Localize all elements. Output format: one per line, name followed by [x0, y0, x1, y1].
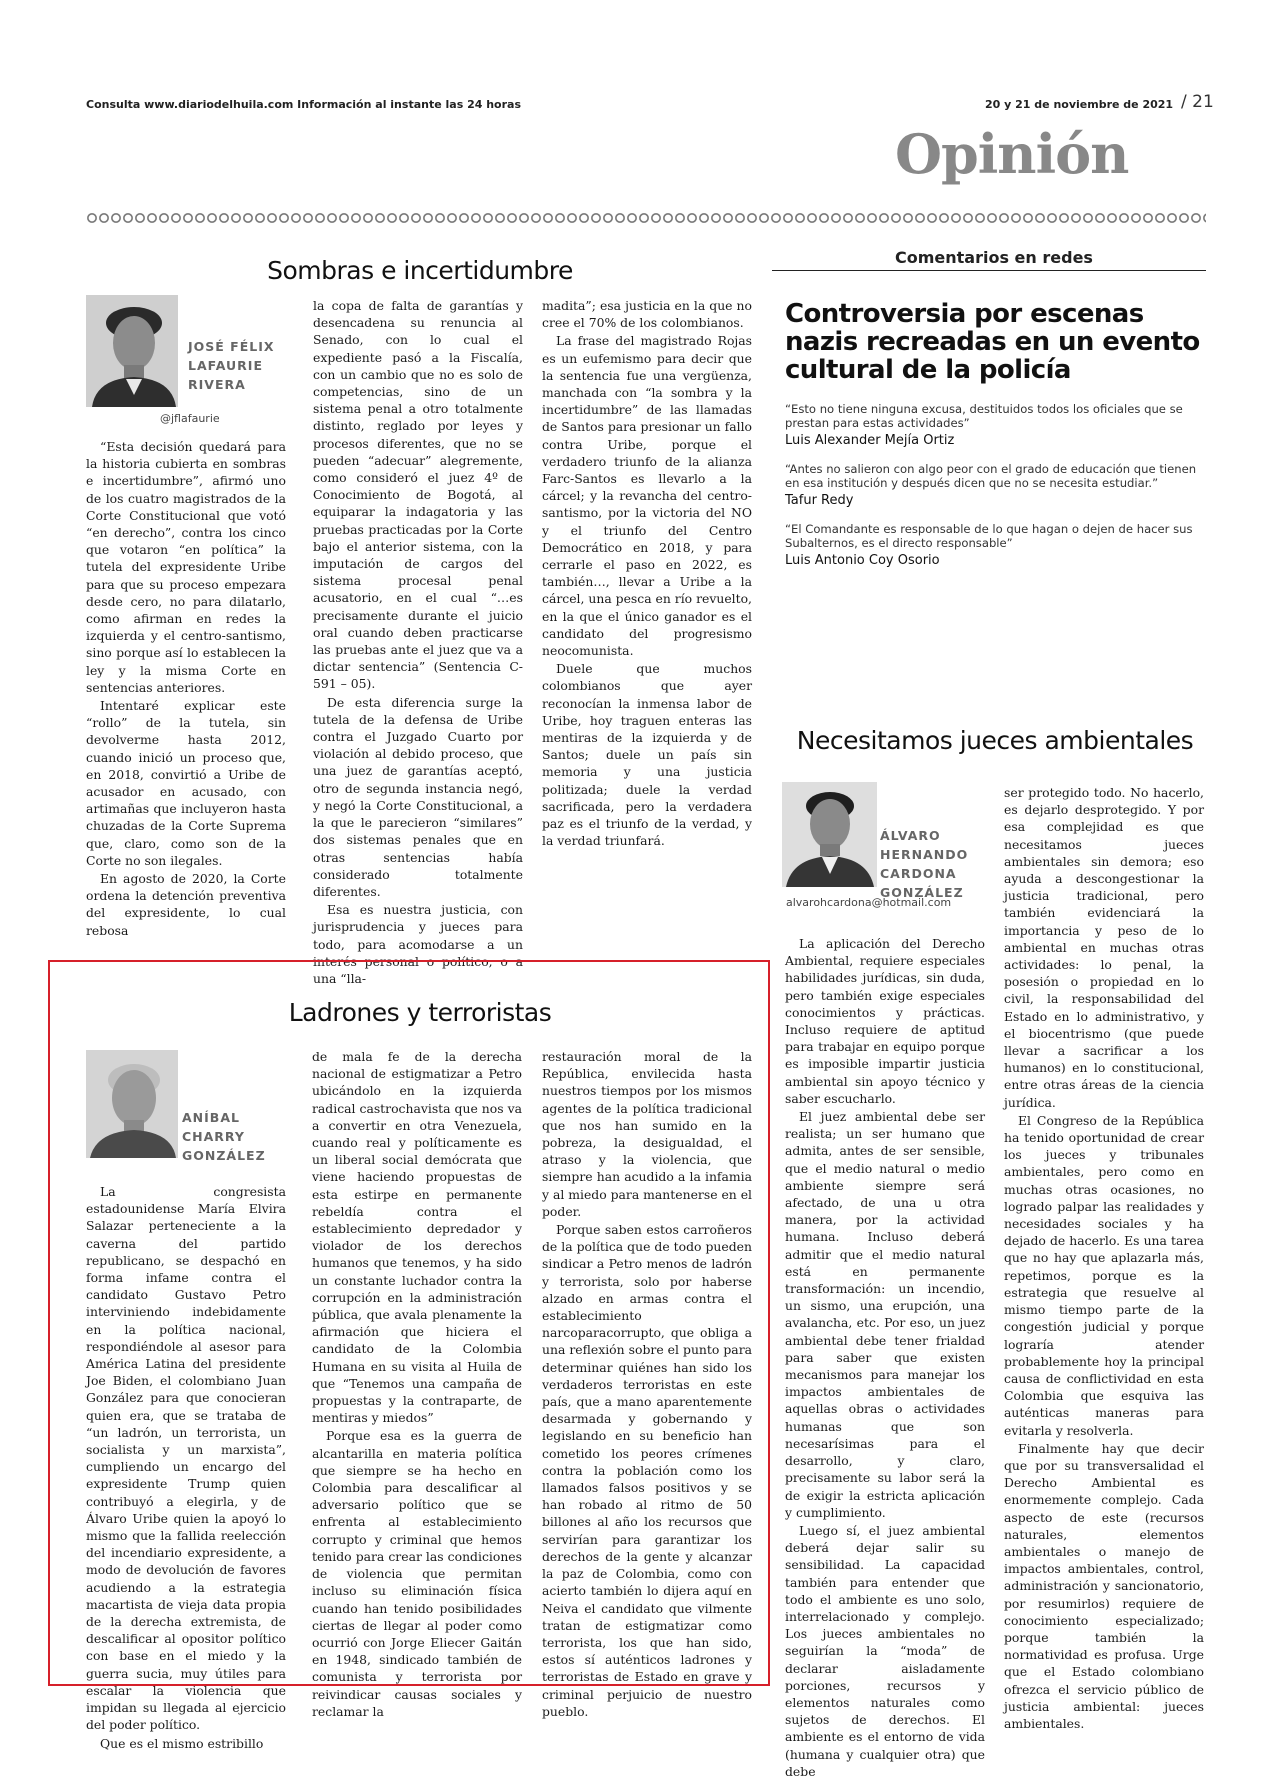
comment-author: Tafur Redy [785, 493, 854, 508]
article2-author: ÁLVARO HERNANDO CARDONA GONZÁLEZ [880, 828, 969, 900]
comment-quote: “El Comandante es responsable de lo que hagan o dejen de hacer sus Subalternos, es el directo responsable” [785, 522, 1193, 550]
paragraph: Porque esa es la guerra de alcantarilla en materia política que siempre se ha hecho en Colombia para descalificar al adversario político que se enfrenta al establecimiento corrupto y criminal que hemos tenido para crear las condiciones de violencia que permitan incluso su eliminación física cuando han tenido posibilidades ciertas de llegar al poder como ocurrió con Jorge Eliecer Gaitán en 1948, sindicado también de comunista y terrorista por reivindicar causas sociales y reclamar la [312, 1428, 522, 1719]
article1-column-3 [542, 297, 752, 851]
article2-handle: alvarohcardona@hotmail.com [786, 896, 952, 909]
paragraph: Luego sí, el juez ambiental deberá dejar salir su sensibilidad. La capacidad también para entender que todo el ambiente es uno solo, interrelacionado y complejo. Los jueces ambientales no seguirían la “moda” de declarar aisladamente porciones, recursos y elementos naturales como sujetos de derechos. El ambiente es el entorno de vida (humana y cualquier otra) que debe [785, 1522, 985, 1779]
paragraph: La aplicación del Derecho Ambiental, requiere especiales habilidades jurídicas, sin duda, pero también exige especiales conocimientos y prácticas. Incluso requiere de aptitud para trabajar en equipo porque es imposible impartir justicia ambiental sin apoyo técnico y saber escucharlo. [785, 936, 985, 1106]
comment-item [785, 522, 1205, 568]
paragraph: Que es el mismo estribillo [100, 1735, 264, 1751]
article3-column-1 [86, 1183, 286, 1753]
author-photo-cardona [782, 782, 877, 887]
redes-top-rule [772, 270, 1206, 271]
paragraph: “Esta decisión quedará para la historia cubierta en sombras e incertidumbre”, afirmó uno de los cuatro magistrados de la Corte Constitucional que votó “en derecho”, contra los cinco que votaron “en política” la tutela del expresidente Uribe para que su proceso empezara desde cero, no para dilatarlo, como afirman en redes la izquierda y el centro-santismo, sino porque así lo establecen la ley y la misma Corte en sentencias anteriores. [86, 439, 286, 695]
author-photo-lafaurie [86, 295, 178, 407]
article3-author: ANÍBAL CHARRY GONZÁLEZ [182, 1110, 266, 1163]
decorative-border [86, 212, 1206, 224]
article2-title: Necesitamos jueces ambientales [796, 726, 1194, 755]
article3-title: Ladrones y terroristas [288, 998, 552, 1027]
paragraph: El juez ambiental debe ser realista; un ser humano que admita, antes de ser sensible, que el medio natural o medio ambiente siempre será afectado, de una u otra manera, por la actividad humana. Incluso deberá admitir que el medio natural está en permanente transformación: un incendio, un sismo, una erupción, una avalancha, etc. Por eso, un juez ambiental debe tener frialdad para saber que existen mecanismos para manejar los impactos ambientales de aquellas obras o actividades humanas que son necesarísimas para el desarrollo, y claro, precisamente su labor será la de exigir la estricta aplicación y cumplimiento. [785, 1109, 985, 1520]
comment-author: Luis Antonio Coy Osorio [785, 553, 940, 568]
article3-column-2 [312, 1048, 522, 1721]
article3-column-3 [542, 1048, 752, 1721]
article1-author: JOSÉ FÉLIX LAFAURIE RIVERA [188, 339, 275, 392]
comment-item [785, 402, 1205, 448]
paragraph: La frase del magistrado Rojas es un eufemismo para decir que la sentencia fue una vergüenza, manchada con “la sombra y la incertidumbre” de las llamadas de Santos para presionar un fallo contra Uribe, porque el verdadero triunfo de la alianza Farc-Santos es llevarlo a la cárcel; y la revancha del centro-santismo, por la victoria del NO y el triunfo del Centro Democrático en 2018, y para cerrarle el paso en 2022, es también…, llevar a Uribe a la cárcel, una pesca en río revuelto, en la que el único ganador es el candidato del progresismo neocomunista. [542, 333, 752, 659]
paragraph: Duele que muchos colombianos que ayer reconocían la inmensa labor de Uribe, hoy traguen enteras las mentiras de la izquierda y de Santos; duele un país sin memoria y una justicia politizada; duele la verdad sacrificada, pero la verdadera paz es el triunfo de la verdad, y la verdad triunfará. [542, 661, 752, 849]
paragraph: Intentaré explicar este “rollo” de la tutela, sin devolverme hasta 2012, cuando inició un proceso que, en 2018, convirtió a Uribe de acusador en acusado, con artimañas que incluyeron hasta chuzadas de la Corte Suprema que, claro, como son de la Corte no son ilegales. [86, 698, 286, 868]
redes-headline: Controversia por escenas nazis recreadas en un evento cultural de la policía [785, 299, 1200, 385]
redes-comments [785, 402, 1205, 568]
article2-column-1 [785, 935, 985, 1781]
comment-item [785, 462, 1205, 508]
article1-column-1 [86, 438, 286, 940]
article1-column-2 [313, 297, 523, 988]
paragraph: restauración moral de la República, envilecida hasta nuestros tiempos por los mismos agentes de la política tradicional que nos han sumido en la pobreza, la desigualdad, el atraso y la violencia, que siempre han acudido a la infamia y al miedo para mantenerse en el poder. [542, 1049, 753, 1219]
paragraph: La congresista estadounidense María Elvira Salazar perteneciente a la caverna del partido republicano, se despachó en forma infame contra el candidato Gustavo Petro interviniendo indebidamente en la política nacional, respondiéndole al asesor para América Latina del presidente Joe Biden, el colombiano Juan González para que conocieran quien era, que se trataba de “un ladrón, un terrorista, un socialista y un marxista”, cumpliendo un encargo del expresidente Trump quien contribuyó a elegirla, y de Álvaro Uribe quien la apoyó lo mismo que la fallida reelección del incendiario expresidente, a modo de devolución de favores acudiendo a la estrategia macartista de vieja data propia de la derecha extremista, de descalificar al opositor político con base en el miedo y la guerra sucia, muy útiles para escalar la violencia que impidan su llegada al ejercicio del poder político. [86, 1184, 286, 1733]
paragraph: En agosto de 2020, la Corte ordena la detención preventiva del expresidente, lo cual rebosa [86, 871, 286, 938]
page-number: / 21 [1181, 92, 1214, 112]
header-date: 20 y 21 de noviembre de 2021 [985, 98, 1174, 111]
paragraph: El Congreso de la República ha tenido oportunidad de crear los jueces y tribunales ambientales, pero como en muchas otras ocasiones, no logrado palpar las realidades y necesidades sociales y ha dejado de hacerlo. Es una tarea que no hay que aplazarla más, repetimos, porque es la estrategia que resuelve al mismo tiempo parte de la congestión judicial y porque lograría atender probablemente hoy la principal causa de conflictividad en esta Colombia que esquiva las auténticas maneras para evitarla y resolverla. [1004, 1112, 1204, 1438]
paragraph: ser protegido todo. No hacerlo, es dejarlo desprotegido. Y por esa complejidad es que necesitamos jueces ambientales sin demora; eso ayuda a descongestionar la justicia tradicional, pero también evidenciará la importancia y peso de lo ambiental en muchas otras actividades: lo penal, la posesión o propiedad en lo civil, la responsabilidad del Estado en lo administrativo, y el biocentrismo (que puede llevar a sacrificar a los humanos) en lo constitucional, entre otras áreas de la ciencia jurídica. [1004, 785, 1204, 1110]
paragraph: Finalmente hay que decir que por su transversalidad el Derecho Ambiental es enormemente complejo. Cada aspecto de este (recursos naturales, elementos ambientales o manejo de impactos ambientales, control, administración y sancionatorio, por resumirlos) requiere de conocimiento especializado; porque también la normatividad es profusa. Urge que el Estado colombiano ofrezca el servicio público de justicia ambiental: jueces ambientales. [1004, 1440, 1204, 1731]
paragraph: Esa es nuestra justicia, con jurisprudencia y jueces para todo, para acomodarse a un interés personal o político, o a una “lla- [313, 902, 523, 986]
comment-quote: “Antes no salieron con algo peor con el grado de educación que tienen en esa institución y después dicen que no se necesita estudiar.” [785, 462, 1197, 490]
header-website-text: Consulta www.diariodelhuila.com Información al instante las 24 horas [86, 98, 521, 111]
paragraph: la copa de falta de garantías y desencadena su renuncia al Senado, con lo cual el expediente pasó a la Fiscalía, con un cambio que no es solo de competencias, sino de un sistema penal a otro totalmente distinto, reglado por leyes y procesos diferentes, que no se pueden “adecuar” alegremente, como consideró el juez 4º de Conocimiento de Bogotá, al equiparar la indagatoria y las pruebas practicadas por la Corte bajo el anterior sistema, con la imputación de cargos del sistema procesal penal acusatorio, en el cual “…es precisamente durante el juicio oral cuando deben practicarse las pruebas ante el juez que va a dictar sentencia” (Sentencia C-591 – 05). [313, 298, 523, 692]
paragraph: Porque saben estos carroñeros de la política que de todo pueden sindicar a Petro menos de ladrón y terrorista, solo por haberse alzado en armas contra el establecimiento narcoparacorrupto, que obliga a una reflexión sobre el punto para determinar quiénes han sido los verdaderos terroristas en este país, que a mano aparentemente desarmada y gobernando y legislando en su beneficio han cometido los peores crímenes contra la población como los llamados falsos positivos y se han robado al ritmo de 50 billones al año los recursos que servirían para garantizar los derechos de la gente y alcanzar la paz de Colombia, como con acierto también lo dijera aquí en Neiva el candidato que vilmente tratan de estigmatizar como terrorista, los que han sido, estos sí auténticos ladrones y terroristas de Estado en grave y criminal perjuicio de nuestro pueblo. [542, 1222, 752, 1719]
paragraph: de mala fe de la derecha nacional de estigmatizar a Petro ubicándolo en la izquierda radical castrochavista que nos va a convertir en otra Venezuela, cuando real y políticamente es un liberal social demócrata que viene haciendo propuestas de esta estirpe en permanente rebeldía contra el establecimiento depredador y violador de los derechos humanos que tenemos, y ha sido un constante luchador contra la corrupción en la administración pública, que avala plenamente la afirmación que hiciera el candidato de la Colombia Humana en su visita al Huila de que “Tenemos una campaña de propuestas y la contraparte, de mentiras y miedos” [312, 1049, 522, 1426]
author-photo-charry [86, 1050, 178, 1158]
paragraph: De esta diferencia surge la tutela de la defensa de Uribe contra el Juzgado Cuarto por violación al debido proceso, que una juez de garantías aceptó, otro de segunda instancia negó, y negó la Corte Constitucional, a la que le parecieron “similares” dos sistemas penales que en otras sentencias había considerado totalmente diferentes. [313, 694, 523, 899]
comment-author: Luis Alexander Mejía Ortiz [785, 433, 955, 448]
article1-title: Sombras e incertidumbre [267, 256, 573, 285]
paragraph: madita”; esa justicia en la que no cree el 70% de los colombianos. [542, 298, 752, 331]
comment-quote: “Esto no tiene ninguna excusa, destituidos todos los oficiales que se prestan para estas actividades” [785, 402, 1183, 430]
article1-handle: @jflafaurie [160, 412, 220, 425]
section-title: Opinión [895, 122, 1129, 186]
redes-section-title: Comentarios en redes [895, 248, 1093, 267]
article2-column-2 [1004, 784, 1204, 1733]
